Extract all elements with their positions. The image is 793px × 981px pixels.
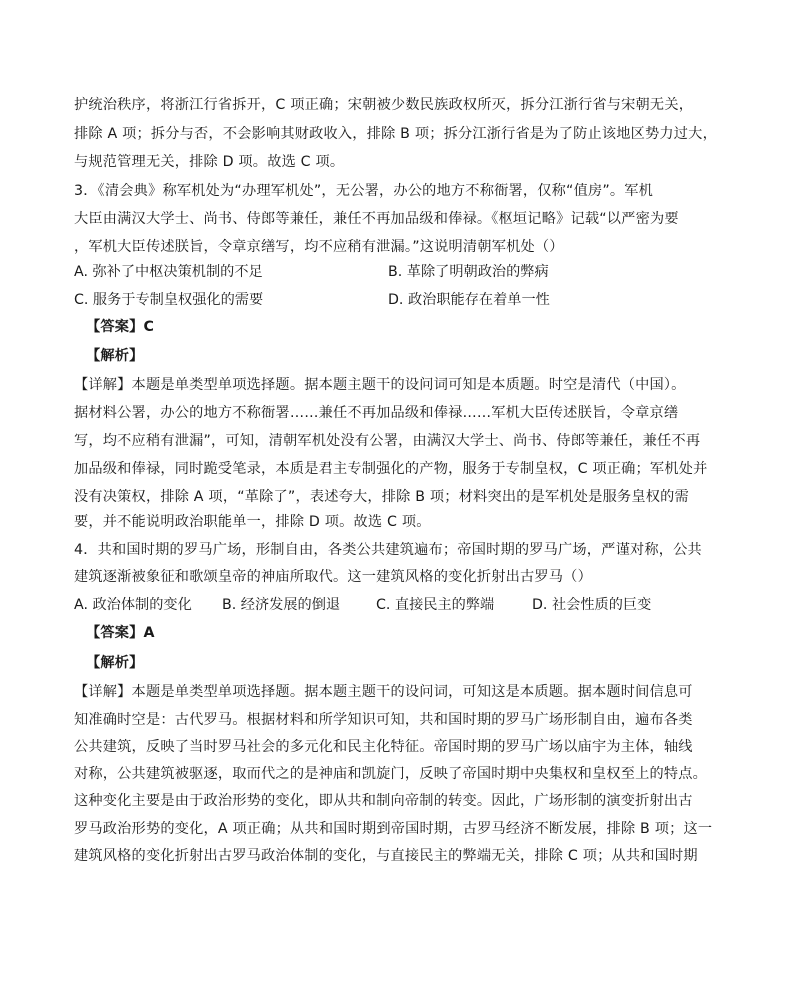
analysis-text: 罗马政治形势的变化，A 项正确；从共和国时期到帝国时期，古罗马经济不断发展，排除 B 项；这一 <box>74 821 713 837</box>
analysis-text: 建筑风格的变化折射出古罗马政治体制的变化，与直接民主的弊端无关，排除 C 项；从共和国时期 <box>74 848 698 864</box>
text-line: 与规范管理无关，排除 D 项。故选 C 项。 <box>74 154 345 170</box>
option-d: D. 社会性质的巨变 <box>532 597 652 613</box>
option-a: A. 弥补了中枢决策机制的不足 <box>74 264 263 280</box>
option-c: C. 直接民主的弊端 <box>376 597 495 613</box>
analysis-label: 【解析】 <box>86 348 144 364</box>
analysis-text: 写，均不应稍有泄漏”，可知，清朝军机处没有公署，由满汉大学士、尚书、侍郎等兼任，兼任不再 <box>74 433 701 449</box>
analysis-text: 没有决策权，排除 A 项，“革除了”，表述夸大，排除 B 项；材料突出的是军机处是服务皇权的需 <box>74 489 689 505</box>
analysis-text: 知准确时空是：古代罗马。根据材料和所学知识可知，共和国时期的罗马广场形制自由，遍布各类 <box>74 712 693 728</box>
question-4-stem: 建筑逐渐被象征和歌颂皇帝的神庙所取代。这一建筑风格的变化折射出古罗马（） <box>74 569 592 585</box>
option-b: B. 革除了明朝政治的弊病 <box>388 264 549 280</box>
option-c: C. 服务于专制皇权强化的需要 <box>74 292 264 308</box>
analysis-text: 公共建筑，反映了当时罗马社会的多元化和民主化特征。帝国时期的罗马广场以庙宇为主体，轴线 <box>74 739 693 755</box>
question-3-stem: 3．《清会典》称军机处为“办理军机处”，无公署，办公的地方不称衙署，仅称“值房”。军机 <box>74 183 654 199</box>
question-3-stem: ，军机大臣传述朕旨，令章京缮写，均不应稍有泄漏。”这说明清朝军机处（） <box>74 239 564 255</box>
analysis-text: 对称，公共建筑被驱逐，取而代之的是神庙和凯旋门，反映了帝国时期中央集权和皇权至上的特点。 <box>74 766 708 782</box>
analysis-text: 要，并不能说明政治职能单一，排除 D 项。故选 C 项。 <box>74 514 431 530</box>
question-3-stem: 大臣由满汉大学士、尚书、侍郎等兼任，兼任不再加品级和俸禄。《枢垣记略》记载“以严密为要 <box>74 211 679 227</box>
analysis-text: 加品级和俸禄，同时跪受笔录，本质是君主专制强化的产物，服务于专制皇权，C 项正确；军机处并 <box>74 461 708 477</box>
analysis-text: 【详解】本题是单类型单项选择题。据本题主题干的设问词，可知这是本质题。据本题时间信息可 <box>74 684 693 700</box>
text-line: 排除 A 项；拆分与否，不会影响其财政收入，排除 B 项；拆分江浙行省是为了防止该地区势力过大， <box>74 126 717 142</box>
answer-label: 【答案】C <box>86 319 155 335</box>
option-a: A. 政治体制的变化 <box>74 597 192 613</box>
analysis-text: 据材料公署，办公的地方不称衙署……兼任不再加品级和俸禄……军机大臣传述朕旨，令章京缮 <box>74 405 679 421</box>
option-b: B. 经济发展的倒退 <box>222 597 341 613</box>
answer-label: 【答案】A <box>86 625 155 641</box>
analysis-label: 【解析】 <box>86 655 144 671</box>
question-4-stem: 4．共和国时期的罗马广场，形制自由，各类公共建筑遍布；帝国时期的罗马广场，严谨对称，公共 <box>74 542 702 558</box>
analysis-text: 这种变化主要是由于政治形势的变化，即从共和制向帝制的转变。因此，广场形制的演变折射出古 <box>74 793 693 809</box>
analysis-text: 【详解】本题是单类型单项选择题。据本题主题干的设问词可知是本质题。时空是清代（中国）。 <box>74 377 686 393</box>
option-d: D. 政治职能存在着单一性 <box>388 292 550 308</box>
text-line: 护统治秩序，将浙江行省拆开，C 项正确；宋朝被少数民族政权所灭，拆分江浙行省与宋朝无关， <box>74 97 694 113</box>
